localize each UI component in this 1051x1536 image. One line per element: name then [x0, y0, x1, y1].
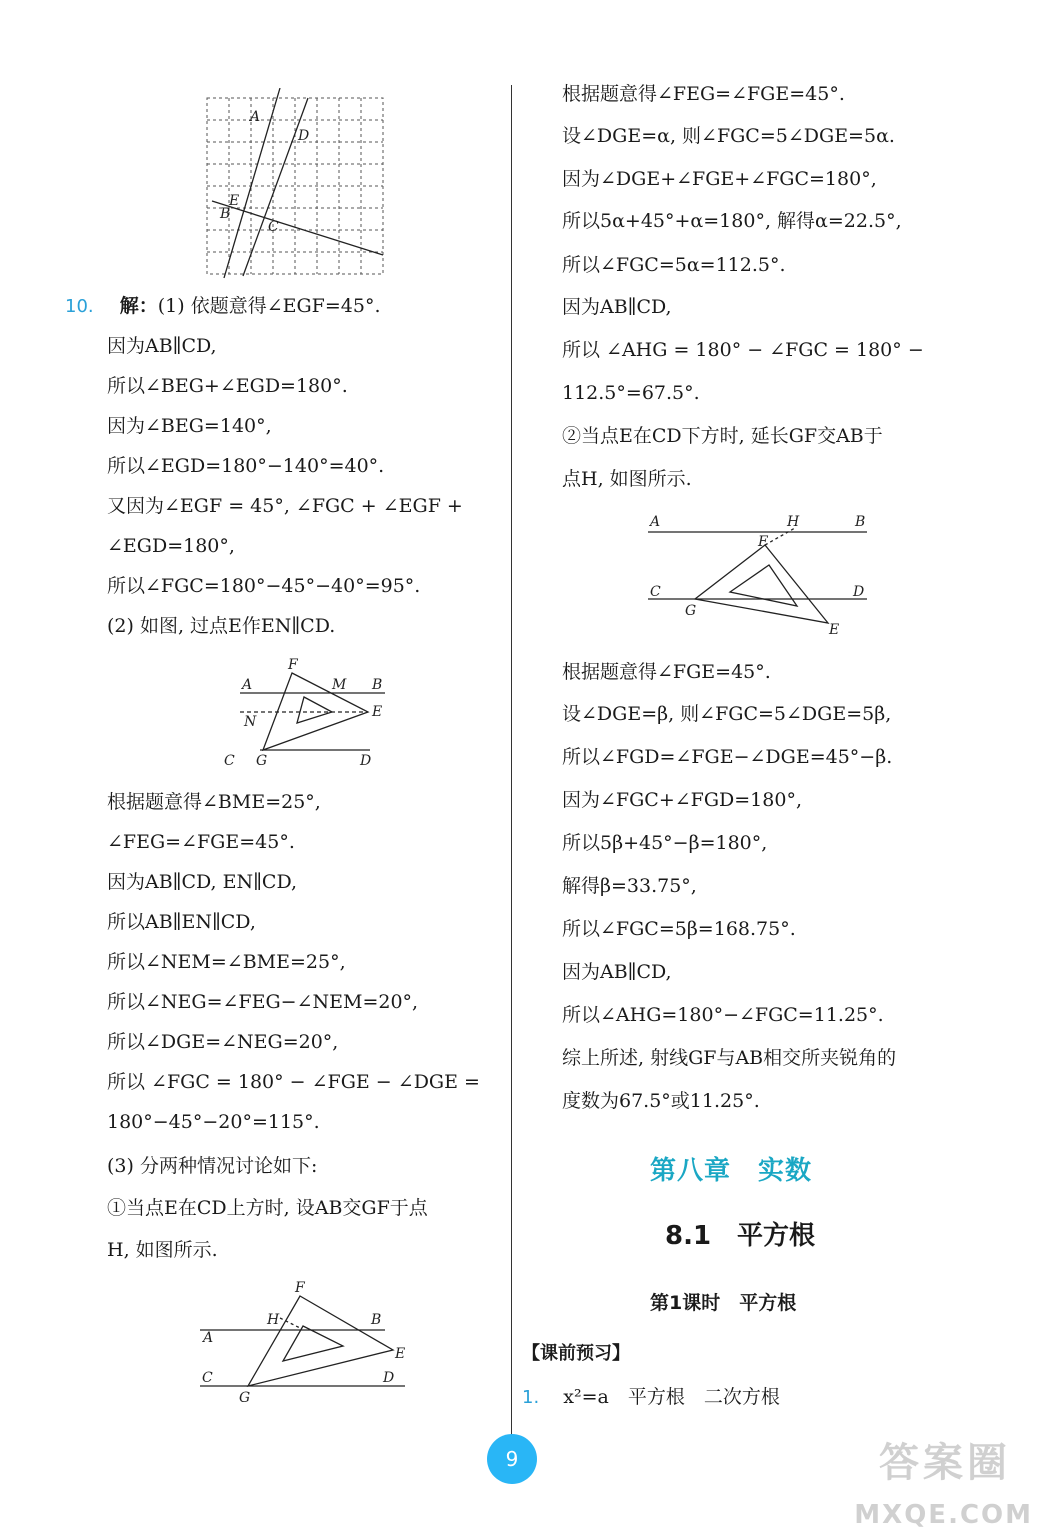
fig3-label-e: E: [395, 1346, 406, 1362]
grid-label-e: E: [229, 193, 240, 209]
left-line-19: ①当点E在CD上方时, 设AB交GF于点: [107, 1197, 428, 1219]
right-line-11: 设∠DGE=β, 则∠FGC=5∠DGE=5β,: [562, 703, 892, 725]
q10-line: [65, 297, 381, 316]
right-line-18: 所以∠AHG=180°−∠FGC=11.25°.: [562, 1004, 884, 1026]
right-line-14: 所以5β+45°−β=180°,: [562, 832, 768, 854]
right-line-2: 因为∠DGE+∠FGE+∠FGC=180°,: [562, 168, 877, 190]
q10-number: 10.: [65, 296, 94, 317]
right-line-6: 所以 ∠AHG = 180° − ∠FGC = 180° −: [562, 339, 924, 361]
left-line-18: (3) 分两种情况讨论如下:: [107, 1155, 318, 1177]
right-line-19: 综上所述, 射线GF与AB相交所夹锐角的: [562, 1047, 897, 1069]
left-line-4: 所以∠EGD=180°−140°=40°.: [107, 455, 385, 477]
left-line-10: ∠FEG=∠FGE=45°.: [107, 831, 295, 853]
fig4-label-d: D: [853, 584, 865, 600]
q10-head: 解：: [119, 295, 158, 317]
fig3-label-h: H: [267, 1312, 280, 1328]
fig4-label-f: F: [758, 534, 768, 550]
figure-case-above: [195, 1278, 420, 1408]
left-line-2: 所以∠BEG+∠EGD=180°.: [107, 375, 348, 397]
right-line-13: 因为∠FGC+∠FGD=180°,: [562, 789, 802, 811]
fig2-label-f: F: [288, 657, 298, 673]
left-line-13: 所以∠NEM=∠BME=25°,: [107, 951, 346, 973]
left-line-15: 所以∠DGE=∠NEG=20°,: [107, 1031, 339, 1053]
right-line-3: 所以5α+45°+α=180°, 解得α=22.5°,: [562, 210, 902, 232]
left-line-20: H, 如图所示.: [107, 1239, 218, 1261]
figure-case-below: [645, 510, 885, 640]
chapter-title: 第八章 实数: [650, 1156, 813, 1186]
fig4-label-h: H: [787, 514, 800, 530]
watermark-logo: 答案圈: [879, 1440, 1011, 1486]
right-line-1: 设∠DGE=α, 则∠FGC=5∠DGE=5α.: [562, 125, 895, 147]
fig3-label-c: C: [202, 1370, 213, 1386]
grid-label-c: C: [268, 219, 279, 235]
left-line-12: 所以AB∥EN∥CD,: [107, 911, 256, 933]
right-line-9: 点H, 如图所示.: [562, 468, 692, 490]
lesson-title: 第1课时 平方根: [650, 1292, 797, 1314]
fig3-label-a: A: [203, 1330, 214, 1346]
watermark-url: MXQE.COM: [854, 1500, 1033, 1530]
fig2-label-b: B: [372, 677, 383, 693]
left-line-11: 因为AB∥CD, EN∥CD,: [107, 871, 298, 893]
left-line-9: 根据题意得∠BME=25°,: [107, 791, 321, 813]
left-line-6: ∠EGD=180°,: [107, 535, 235, 557]
column-divider: [511, 85, 512, 1435]
fig4-label-a: A: [650, 514, 661, 530]
left-line-16: 所以 ∠FGC = 180° − ∠FGE − ∠DGE =: [107, 1071, 480, 1093]
left-line-14: 所以∠NEG=∠FEG−∠NEM=20°,: [107, 991, 419, 1013]
right-line-16: 所以∠FGC=5β=168.75°.: [562, 918, 796, 940]
fig4-label-e: E: [829, 622, 840, 638]
right-line-12: 所以∠FGD=∠FGE−∠DGE=45°−β.: [562, 746, 893, 768]
left-line-0: (1) 依题意得∠EGF=45°.: [157, 295, 381, 317]
right-line-8: ②当点E在CD下方时, 延长GF交AB于: [562, 425, 883, 447]
right-line-10: 根据题意得∠FGE=45°.: [562, 661, 771, 683]
right-line-17: 因为AB∥CD,: [562, 961, 672, 983]
left-line-17: 180°−45°−20°=115°.: [107, 1111, 320, 1133]
page-number: 9: [487, 1434, 537, 1484]
fig4-label-g: G: [685, 603, 697, 619]
right-line-0: 根据题意得∠FEG=∠FGE=45°.: [562, 83, 845, 105]
right-line-4: 所以∠FGC=5α=112.5°.: [562, 254, 786, 276]
section-title: 8.1 平方根: [665, 1221, 816, 1251]
grid-label-a: A: [250, 109, 261, 125]
grid-figure: [200, 88, 390, 283]
fig2-label-a: A: [242, 677, 253, 693]
left-line-8: (2) 如图, 过点E作EN∥CD.: [107, 615, 336, 637]
left-line-7: 所以∠FGC=180°−45°−40°=95°.: [107, 575, 421, 597]
fig2-label-g: G: [256, 753, 268, 769]
right-line-20: 度数为67.5°或11.25°.: [562, 1090, 760, 1112]
fig3-label-g: G: [239, 1390, 251, 1406]
left-line-3: 因为∠BEG=140°,: [107, 415, 272, 437]
figure-parallel-en: [220, 655, 400, 770]
q1-answer: x²=a 平方根 二次方根: [563, 1386, 780, 1408]
right-line-5: 因为AB∥CD,: [562, 296, 672, 318]
q1-line: [522, 1388, 780, 1407]
fig3-label-b: B: [371, 1312, 382, 1328]
left-line-5: 又因为∠EGF = 45°, ∠FGC + ∠EGF +: [107, 495, 463, 517]
fig4-label-c: C: [650, 584, 661, 600]
fig2-label-n: N: [244, 714, 257, 730]
fig2-label-m: M: [332, 677, 347, 693]
right-line-7: 112.5°=67.5°.: [562, 382, 700, 404]
grid-label-d: D: [298, 128, 310, 144]
preview-heading: 【课前预习】: [522, 1343, 630, 1364]
fig2-label-d: D: [360, 753, 372, 769]
left-line-1: 因为AB∥CD,: [107, 335, 217, 357]
fig4-label-b: B: [855, 514, 866, 530]
right-line-15: 解得β=33.75°,: [562, 875, 697, 897]
fig3-label-d: D: [383, 1370, 395, 1386]
q1-number: 1.: [522, 1387, 540, 1408]
grid-label-b: B: [220, 206, 231, 222]
fig3-label-f: F: [295, 1280, 305, 1296]
fig2-label-e: E: [372, 704, 383, 720]
fig2-label-c: C: [224, 753, 235, 769]
